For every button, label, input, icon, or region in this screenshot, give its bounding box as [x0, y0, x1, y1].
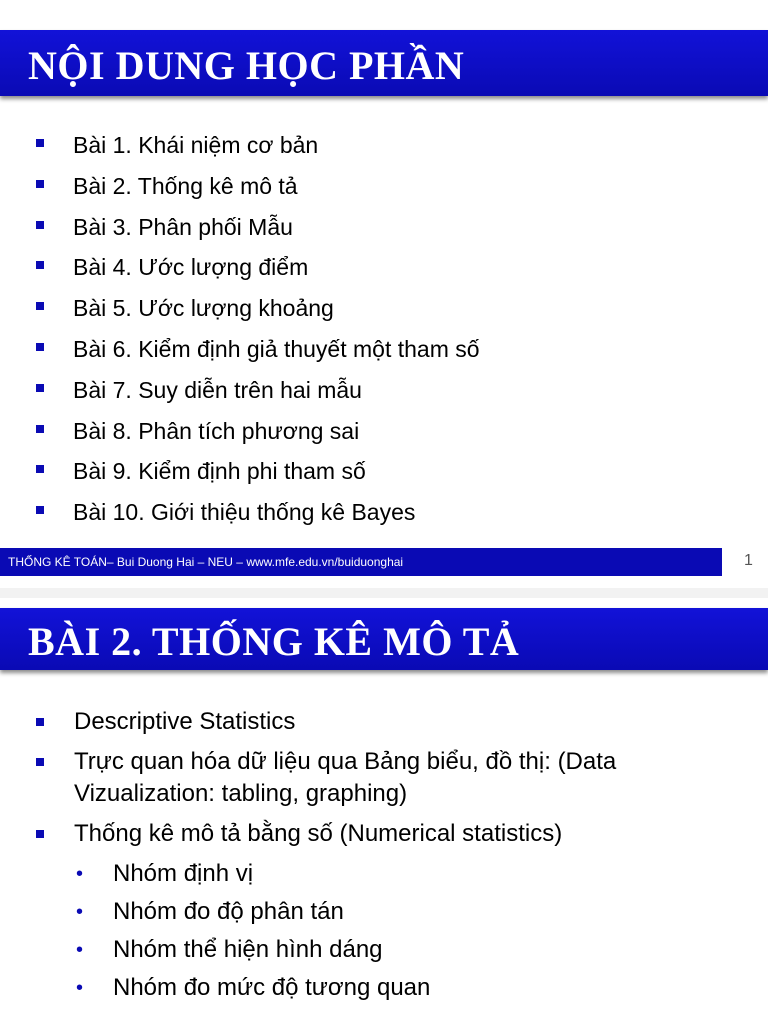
slide-2-title-bar	[0, 608, 768, 670]
square-bullet-icon	[36, 506, 44, 514]
list-item	[36, 169, 480, 210]
round-bullet-icon: •	[76, 863, 84, 885]
list-item	[36, 128, 480, 169]
square-bullet-icon	[36, 180, 44, 188]
list-item	[36, 454, 480, 495]
sub-list-item	[36, 858, 736, 890]
square-bullet-icon	[36, 830, 44, 838]
list-item	[36, 495, 480, 536]
square-bullet-icon	[36, 139, 44, 147]
slide-divider	[0, 588, 768, 598]
round-bullet-icon: •	[76, 939, 84, 961]
sub-list-item	[36, 934, 736, 966]
slide-2-title: BÀI 2. THỐNG KÊ MÔ TẢ	[28, 619, 520, 664]
page-number: 1	[744, 552, 753, 569]
sub-list-item-text: Nhóm đo mức độ tương quan	[113, 974, 431, 1001]
list-item-text: Descriptive Statistics	[74, 708, 296, 735]
list-item	[36, 746, 736, 810]
slide-footer: THỐNG KÊ TOÁN– Bui Duong Hai – NEU – www.mfe.edu.vn/buiduonghai	[0, 548, 722, 576]
list-item-text: Bài 5. Ước lượng khoảng	[73, 295, 334, 322]
list-item-text: Bài 7. Suy diễn trên hai mẫu	[73, 376, 362, 403]
list-item-text: Bài 6. Kiểm định giả thuyết một tham số	[73, 335, 480, 362]
square-bullet-icon	[36, 221, 44, 229]
square-bullet-icon	[36, 718, 44, 726]
square-bullet-icon	[36, 425, 44, 433]
square-bullet-icon	[36, 302, 44, 310]
square-bullet-icon	[36, 465, 44, 473]
sub-list-item-text: Nhóm định vị	[113, 860, 254, 887]
slide-1-title: NỘI DUNG HỌC PHẦN	[28, 43, 465, 88]
list-item-text: Trực quan hóa dữ liệu qua Bảng biểu, đồ thị: (Data Vizualization: tabling, graphing)	[74, 748, 617, 807]
list-item	[36, 291, 480, 332]
list-item	[36, 332, 480, 373]
list-item	[36, 250, 480, 291]
square-bullet-icon	[36, 758, 44, 766]
slide-2	[0, 598, 768, 1024]
list-item-text: Bài 3. Phân phối Mẫu	[73, 213, 293, 240]
topic-list	[36, 706, 736, 1010]
sub-list-item	[36, 972, 736, 1004]
list-item-text: Bài 8. Phân tích phương sai	[73, 417, 360, 444]
round-bullet-icon: •	[76, 977, 84, 999]
list-item	[36, 818, 736, 850]
list-item	[36, 210, 480, 251]
sub-list-item-text: Nhóm thể hiện hình dáng	[113, 936, 383, 963]
round-bullet-icon: •	[76, 901, 84, 923]
sub-list-item-text: Nhóm đo độ phân tán	[113, 898, 344, 925]
list-item-text: Bài 2. Thống kê mô tả	[73, 172, 298, 199]
list-item-text: Bài 9. Kiểm định phi tham số	[73, 458, 366, 485]
list-item	[36, 706, 736, 738]
list-item-text: Bài 1. Khái niệm cơ bản	[73, 132, 319, 158]
list-item-text: Bài 10. Giới thiệu thống kê Bayes	[73, 499, 416, 526]
list-item-text: Bài 4. Ước lượng điểm	[73, 254, 309, 281]
slide-1-title-bar	[0, 30, 768, 96]
square-bullet-icon	[36, 343, 44, 351]
square-bullet-icon	[36, 261, 44, 269]
list-item	[36, 373, 480, 414]
sub-list-item	[36, 896, 736, 928]
course-outline-list	[36, 128, 480, 536]
list-item-text: Thống kê mô tả bằng số (Numerical statistics)	[74, 820, 563, 847]
list-item	[36, 414, 480, 455]
square-bullet-icon	[36, 384, 44, 392]
